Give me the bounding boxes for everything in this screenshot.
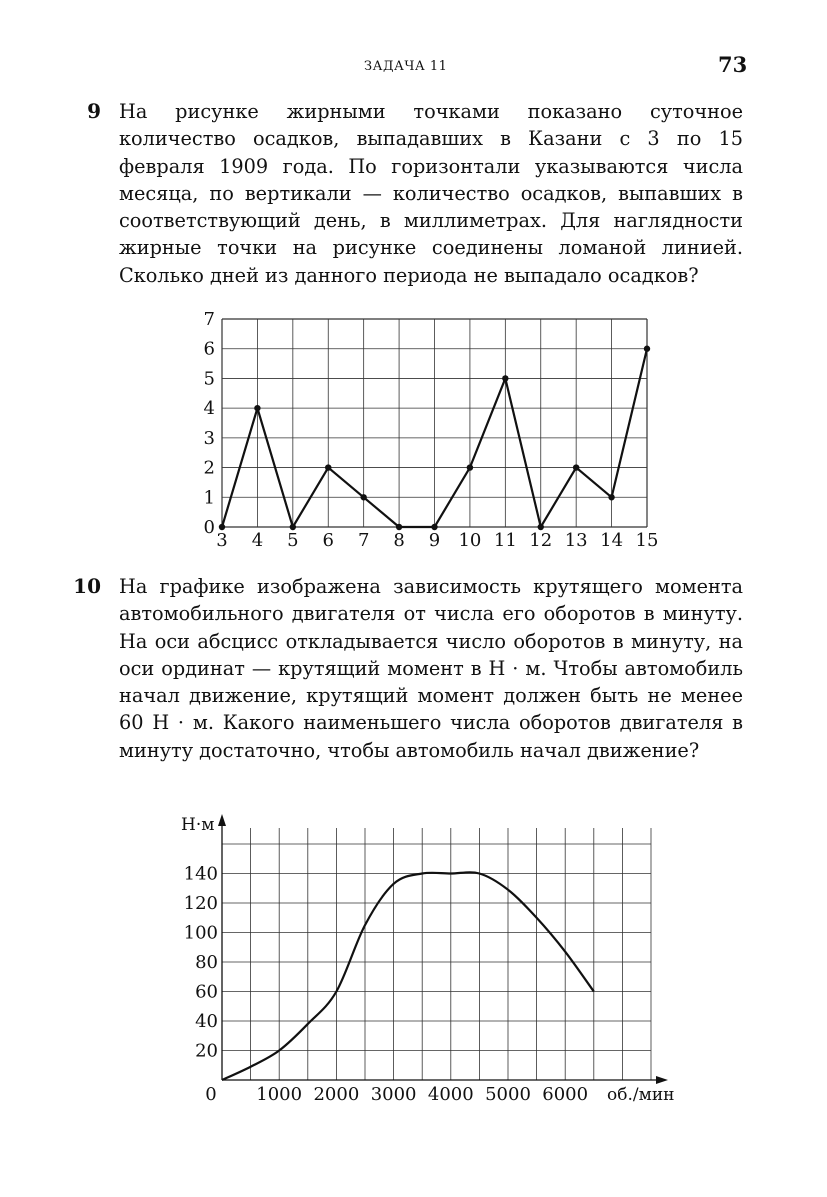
torque-y-tick-label: 60: [195, 981, 218, 1003]
precip-x-tick-label: 6: [322, 530, 334, 551]
torque-x-tick-label: 1000: [256, 1084, 303, 1105]
torque-y-tick-label: 40: [195, 1011, 218, 1032]
torque-x-tick-label: 5000: [485, 1084, 531, 1105]
precip-x-tick-label: 8: [393, 530, 405, 551]
torque-series-curve: [222, 872, 594, 1080]
problem-10-number: 10: [73, 574, 101, 598]
precip-x-tick-label: 9: [428, 530, 441, 551]
torque-x-axis-label: об./мин: [607, 1085, 675, 1105]
precip-x-tick-label: 12: [529, 530, 553, 551]
precip-x-tick-label: 4: [251, 530, 264, 551]
precip-y-tick-label: 6: [203, 338, 215, 360]
torque-y-tick-label: 100: [183, 922, 218, 944]
precip-y-tick-label: 2: [203, 457, 215, 479]
torque-x-axis-arrow: [656, 1076, 668, 1084]
precip-x-tick-label: 10: [458, 530, 482, 551]
problem-9-number: 9: [87, 99, 101, 123]
precip-x-tick-label: 7: [357, 530, 370, 551]
torque-y-tick-label: 120: [183, 893, 218, 914]
precip-y-tick-label: 1: [203, 487, 215, 509]
precip-x-tick-label: 14: [600, 530, 624, 551]
torque-y-axis-label: Н·м: [181, 815, 215, 835]
precip-y-tick-label: 5: [203, 368, 215, 390]
torque-y-axis-arrow: [218, 814, 226, 826]
precip-x-tick-label: 13: [564, 530, 588, 551]
torque-x-tick-label: 3000: [370, 1084, 417, 1105]
precip-y-tick-label: 7: [203, 309, 215, 330]
running-head: ЗАДАЧА 11: [364, 59, 448, 74]
precip-x-tick-label: 11: [493, 530, 517, 551]
torque-x-tick-label: 0: [205, 1084, 217, 1105]
precip-x-tick-label: 5: [287, 530, 299, 551]
precip-y-tick-label: 3: [203, 427, 215, 449]
page-number: 73: [718, 52, 748, 77]
problem-9-text: На рисунке жирными точками показано суточное количество осадков, выпадавших в Казани с 3 по 15 февраля 1909 года. По горизонтали указываются числа месяца, по вертикали — количество осадков, выпавших в соответствующий день, в миллиметрах. Для наглядности жирные точки на рисунке соединены ломаной линией. Сколько дней из данного периода не выпадало осадков?: [119, 100, 743, 287]
torque-y-tick-label: 20: [195, 1040, 218, 1062]
problem-10-text: На графике изображена зависимость крутящего момента автомобильного двигателя от числа его оборотов в минуту. На оси абсцисс откладывается число оборотов в минуту, на оси ординат — крутящий момент в Н · м. Чтобы автомобиль начал движение, крутящий момент должен быть не менее 60 Н · м. Какого наименьшего числа оборотов двигателя в минуту достаточно, чтобы автомобиль начал движение?: [119, 575, 743, 762]
precip-x-tick-label: 3: [216, 530, 228, 551]
torque-x-tick-label: 6000: [542, 1084, 589, 1105]
precip-y-tick-label: 0: [203, 517, 215, 538]
torque-x-tick-label: 2000: [313, 1084, 360, 1105]
precip-y-tick-label: 4: [203, 398, 215, 420]
torque-y-tick-label: 140: [183, 863, 218, 885]
torque-y-tick-label: 80: [195, 952, 218, 973]
torque-x-tick-label: 4000: [427, 1084, 474, 1105]
precip-x-tick-label: 15: [635, 530, 659, 551]
